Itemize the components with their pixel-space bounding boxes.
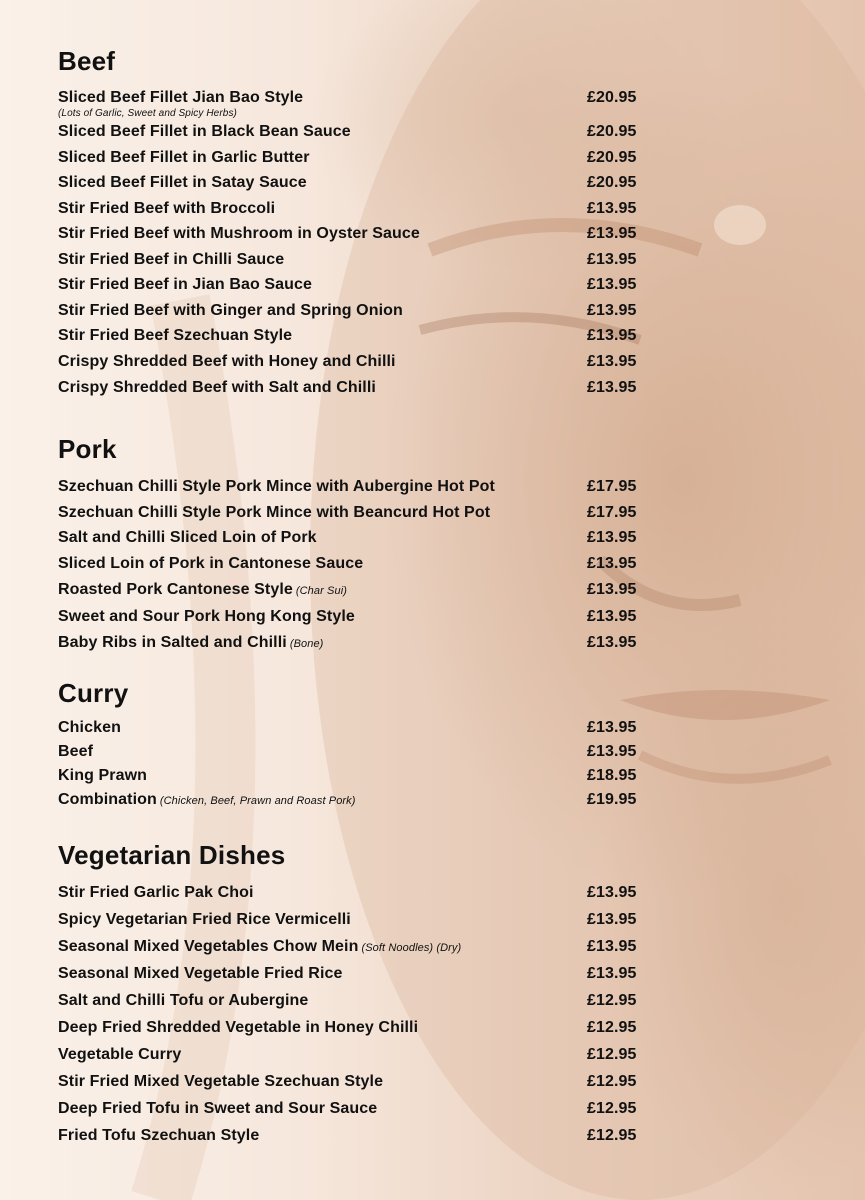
item-price: £20.95 (587, 123, 637, 140)
item-name: Stir Fried Beef in Chilli Sauce (58, 250, 285, 268)
menu-item (58, 173, 640, 199)
item-name: Seasonal Mixed Vegetable Fried Rice (58, 965, 343, 982)
menu-item (58, 937, 640, 964)
menu-item (58, 790, 640, 814)
item-name: Fried Tofu Szechuan Style (58, 1127, 260, 1144)
menu-item (58, 224, 640, 250)
item-price: £13.95 (587, 581, 637, 598)
item-name: Szechuan Chilli Style Pork Mince with Beancurd Hot Pot (58, 503, 491, 521)
section-title: Vegetarian Dishes (58, 840, 286, 870)
item-name: Sliced Beef Fillet in Satay Sauce (58, 174, 307, 191)
item-name: Deep Fried Shredded Vegetable in Honey Chilli (58, 1019, 419, 1036)
item-price: £12.95 (587, 992, 637, 1009)
menu-item (58, 883, 640, 910)
menu-item (58, 352, 640, 379)
item-price: £13.95 (587, 911, 637, 928)
menu-item (58, 607, 640, 634)
item-price: £13.95 (587, 554, 637, 572)
menu-item (58, 766, 640, 790)
item-price: £13.95 (587, 938, 637, 955)
item-name: Stir Fried Beef Szechuan Style (58, 327, 293, 344)
item-price: £12.95 (587, 1046, 637, 1063)
item-price: £12.95 (587, 1100, 637, 1117)
item-note: (Chicken, Beef, Prawn and Roast Pork) (159, 795, 356, 807)
item-price: £20.95 (587, 148, 637, 166)
menu-item (58, 742, 640, 766)
menu-item (58, 275, 640, 301)
item-name: Sliced Beef Fillet in Black Bean Sauce (58, 123, 351, 140)
item-name: Stir Fried Beef with Ginger and Spring Onion (58, 301, 403, 319)
menu-item (58, 88, 640, 122)
item-price: £13.95 (587, 225, 637, 242)
menu-item (58, 503, 640, 529)
menu-item (58, 964, 640, 991)
item-name: Seasonal Mixed Vegetables Chow Mein (58, 938, 359, 955)
section-vegetarian (58, 838, 658, 1153)
item-note: (Lots of Garlic, Sweet and Spicy Herbs) (58, 108, 237, 119)
item-price: £13.95 (587, 719, 637, 736)
item-name: Vegetable Curry (58, 1046, 182, 1063)
menu-item (58, 991, 640, 1018)
item-name: Stir Fried Garlic Pak Choi (58, 884, 254, 901)
menu-item (58, 1072, 640, 1099)
menu-item (58, 580, 640, 607)
item-name: Salt and Chilli Sliced Loin of Pork (58, 529, 317, 546)
item-price: £17.95 (587, 503, 637, 521)
menu-item (58, 633, 640, 659)
menu-item (58, 148, 640, 174)
menu-item (58, 477, 640, 503)
menu-item (58, 326, 640, 352)
item-name: Stir Fried Beef with Broccoli (58, 199, 276, 217)
menu-item (58, 1099, 640, 1126)
item-price: £13.95 (587, 965, 637, 982)
item-price: £20.95 (587, 174, 637, 191)
section-title: Curry (58, 678, 129, 708)
item-price: £13.95 (587, 250, 637, 268)
item-price: £13.95 (587, 884, 637, 901)
item-price: £12.95 (587, 1019, 637, 1036)
item-name: Roasted Pork Cantonese Style (58, 581, 293, 598)
menu-item (58, 554, 640, 581)
menu-item (58, 718, 640, 742)
item-price: £12.95 (587, 1127, 637, 1144)
item-name: Sliced Beef Fillet Jian Bao Style (58, 89, 304, 106)
item-price: £19.95 (587, 791, 637, 808)
item-price: £13.95 (587, 607, 637, 625)
item-price: £17.95 (587, 478, 637, 495)
section-beef (58, 44, 658, 404)
item-price: £13.95 (587, 199, 637, 217)
item-name: Crispy Shredded Beef with Salt and Chilli (58, 379, 376, 396)
item-note: (Char Sui) (295, 585, 347, 597)
menu-item (58, 301, 640, 327)
item-price: £13.95 (587, 634, 637, 651)
item-price: £12.95 (587, 1073, 637, 1090)
item-name: Sliced Loin of Pork in Cantonese Sauce (58, 554, 364, 572)
item-name: Combination (58, 791, 157, 808)
item-name: Stir Fried Mixed Vegetable Szechuan Style (58, 1073, 384, 1090)
item-price: £13.95 (587, 743, 637, 760)
item-price: £13.95 (587, 327, 637, 344)
item-name: Salt and Chilli Tofu or Aubergine (58, 992, 309, 1009)
menu-item (58, 378, 640, 404)
menu-item (58, 250, 640, 276)
item-name: Sliced Beef Fillet in Garlic Butter (58, 148, 310, 166)
item-note: (Soft Noodles) (Dry) (361, 942, 462, 954)
item-name: Beef (58, 743, 94, 760)
menu-item (58, 1045, 640, 1072)
menu-item (58, 199, 640, 225)
section-pork (58, 432, 658, 659)
menu-item (58, 528, 640, 554)
item-name: Baby Ribs in Salted and Chilli (58, 634, 287, 651)
item-name: King Prawn (58, 767, 148, 784)
item-price: £13.95 (587, 379, 637, 396)
menu-item (58, 1126, 640, 1153)
item-price: £13.95 (587, 276, 637, 293)
menu-item (58, 910, 640, 937)
item-name: Stir Fried Beef in Jian Bao Sauce (58, 276, 313, 293)
item-name: Szechuan Chilli Style Pork Mince with Aubergine Hot Pot (58, 478, 495, 495)
item-note: (Bone) (289, 638, 324, 650)
item-price: £18.95 (587, 767, 637, 784)
item-price: £13.95 (587, 352, 637, 370)
menu-item (58, 1018, 640, 1045)
item-price: £13.95 (587, 301, 637, 319)
item-name: Spicy Vegetarian Fried Rice Vermicelli (58, 911, 351, 928)
item-name: Chicken (58, 719, 121, 736)
item-name: Stir Fried Beef with Mushroom in Oyster Sauce (58, 225, 420, 242)
section-curry (58, 676, 658, 814)
item-name: Crispy Shredded Beef with Honey and Chilli (58, 352, 396, 370)
menu-item (58, 122, 640, 148)
section-title: Beef (58, 46, 116, 76)
item-name: Deep Fried Tofu in Sweet and Sour Sauce (58, 1100, 378, 1117)
item-name: Sweet and Sour Pork Hong Kong Style (58, 607, 355, 625)
item-price: £13.95 (587, 529, 637, 546)
item-price: £20.95 (587, 89, 637, 106)
section-title: Pork (58, 434, 117, 464)
